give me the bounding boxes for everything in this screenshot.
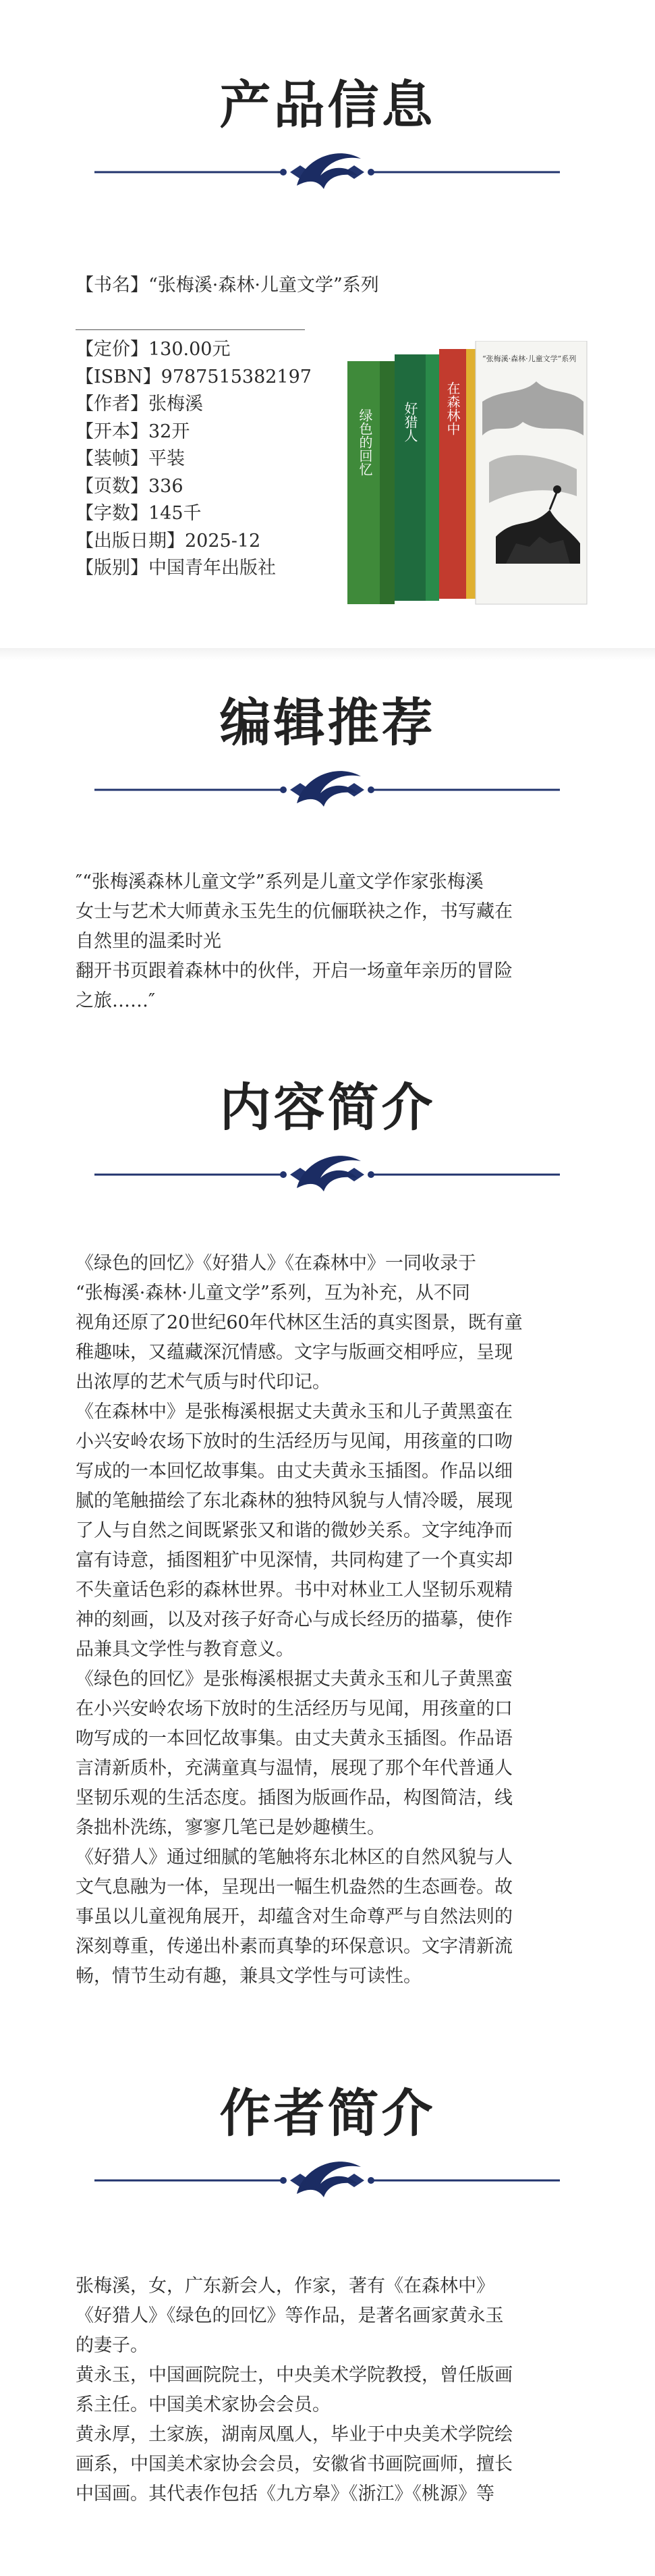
author-text <box>76 2272 581 2509</box>
info-row-isbn <box>76 364 312 392</box>
content-line: 吻写成的一本回忆故事集。由丈夫黄永玉插图。作品语 <box>76 1728 513 1749</box>
editor-line: ″“张梅溪森林儿童文学”系列是儿童文学作家张梅溪 <box>76 871 484 892</box>
ornament-divider-2 <box>94 756 560 824</box>
content-line: 条拙朴洗练，寥寥几笔已是妙趣横生。 <box>76 1817 385 1838</box>
content-line: 写成的一本回忆故事集。由丈夫黄永玉插图。作品以细 <box>76 1461 513 1482</box>
info-label: 【定价】 <box>76 339 148 360</box>
content-line: 小兴安岭农场下放时的生活经历与见闻，用孩童的口吻 <box>76 1431 513 1452</box>
content-line: 畅，情节生动有趣，兼具文学性与可读性。 <box>76 1966 422 1987</box>
editor-line: 自然里的温柔时光 <box>76 931 221 952</box>
info-value: 张梅溪 <box>148 394 203 414</box>
info-row-date <box>76 528 312 556</box>
series-value: “张梅溪·森林·儿童文学”系列 <box>148 275 379 296</box>
author-line: 张梅溪，女，广东新会人，作家，著有《在森林中》 <box>76 2276 494 2297</box>
series-line <box>76 270 379 296</box>
info-divider <box>76 329 305 330</box>
content-line: 出浓厚的艺术气质与时代印记。 <box>76 1372 331 1393</box>
author-line: 的妻子。 <box>76 2335 148 2356</box>
ornament-divider-1 <box>94 138 560 206</box>
info-label: 【ISBN】 <box>76 366 161 387</box>
info-value: 32开 <box>148 421 190 442</box>
content-line: 《好猎人》通过细腻的笔触将东北林区的自然风貌与人 <box>76 1847 513 1868</box>
content-line: 在小兴安岭农场下放时的生活经历与见闻，用孩童的口 <box>76 1698 513 1719</box>
info-value: 9787515382197 <box>161 366 312 387</box>
content-line: 了人与自然之间既紧张又和谐的微妙关系。文字纯净而 <box>76 1520 513 1541</box>
info-row-binding <box>76 446 312 473</box>
series-label: 【书名】 <box>76 275 148 296</box>
info-label: 【页数】 <box>76 475 148 497</box>
content-line: 《在森林中》是张梅溪根据丈夫黄永玉和儿子黄黑蛮在 <box>76 1401 513 1422</box>
content-line: 视角还原了20世纪60年代林区生活的真实图景，既有童 <box>76 1312 523 1333</box>
content-line: 品兼具文学性与教育意义。 <box>76 1639 294 1660</box>
content-line: 《绿色的回忆》《好猎人》《在森林中》一同收录于 <box>76 1253 476 1274</box>
content-line: 《绿色的回忆》是张梅溪根据丈夫黄永玉和儿子黄黑蛮 <box>76 1669 513 1690</box>
editor-line: 翻开书页跟着森林中的伙伴，开启一场童年亲历的冒险 <box>76 961 513 982</box>
info-label: 【出版日期】 <box>76 530 185 552</box>
content-line: 言清新质朴，充满童真与温情，展现了那个年代普通人 <box>76 1758 513 1779</box>
info-label: 【作者】 <box>76 394 148 414</box>
info-row-format <box>76 419 312 446</box>
content-line: 富有诗意，插图粗犷中见深情，共同构建了一个真实却 <box>76 1550 513 1571</box>
author-line: 中国画。其代表作包括《九方皋》《浙江》《桃源》等 <box>76 2484 494 2504</box>
info-label: 【字数】 <box>76 503 148 524</box>
author-line: 黄永厚，土家族，湖南凤凰人，毕业于中央美术学院绘 <box>76 2424 513 2445</box>
author-line: 黄永玉，中国画院院士，中央美术学院教授，曾任版画 <box>76 2365 513 2386</box>
product-section-title: 产品信息 <box>219 75 436 135</box>
book-spine-1: 绿色的回忆 <box>357 408 373 476</box>
info-row-author <box>76 391 312 419</box>
content-line: “张梅溪·森林·儿童文学”系列，互为补充，从不同 <box>76 1283 470 1304</box>
info-value: 2025-12 <box>185 530 261 552</box>
book-spine-2: 好猎人 <box>402 402 418 442</box>
book-spine-3: 在森林中 <box>445 381 461 435</box>
editor-line: 女士与艺术大师黄永玉先生的伉俪联袂之作，书写藏在 <box>76 901 513 922</box>
info-value: 平装 <box>148 448 185 469</box>
info-label: 【版别】 <box>76 558 148 579</box>
content-section-title: 内容简介 <box>219 1077 436 1137</box>
info-value: 145千 <box>148 503 202 524</box>
editor-text <box>76 867 581 1016</box>
ornament-divider-3 <box>94 1141 560 1208</box>
content-line: 坚韧乐观的生活态度。插图为版画作品，构图简洁，线 <box>76 1788 513 1808</box>
author-line: 系主任。中国美术家协会会员。 <box>76 2394 331 2415</box>
author-section-title: 作者简介 <box>219 2083 436 2143</box>
cover-banner: “张梅溪·森林·儿童文学”系列 <box>482 354 577 363</box>
info-value: 336 <box>148 475 183 497</box>
info-row-price <box>76 336 312 364</box>
content-line: 神的刻画，以及对孩子好奇心与成长经历的描摹，使作 <box>76 1609 513 1630</box>
ornament-divider-4 <box>94 2147 560 2214</box>
author-line: 画系，中国美术家协会会员，安徽省书画院画师，擅长 <box>76 2454 513 2475</box>
content-line: 深刻尊重，传递出朴素而真挚的环保意识。文字清新流 <box>76 1936 513 1957</box>
info-row-publisher <box>76 555 312 583</box>
book-set-image <box>347 341 590 611</box>
editor-line: 之旅……″ <box>76 990 156 1011</box>
editor-section-title: 编辑推荐 <box>219 693 436 753</box>
content-line: 腻的笔触描绘了东北森林的独特风貌与人情冷暖，展现 <box>76 1491 513 1511</box>
content-line: 事虽以儿童视角展开，却蕴含对生命尊严与自然法则的 <box>76 1906 513 1927</box>
author-line: 《好猎人》《绿色的回忆》等作品，是著名画家黄永玉 <box>76 2305 504 2326</box>
info-label: 【装帧】 <box>76 448 148 469</box>
info-value: 130.00元 <box>148 339 231 360</box>
info-row-words <box>76 500 312 528</box>
content-text <box>76 1249 581 1991</box>
info-label: 【开本】 <box>76 421 148 442</box>
section-separator <box>0 648 655 660</box>
info-row-pages <box>76 473 312 501</box>
content-line: 不失童话色彩的森林世界。书中对林业工人坚韧乐观精 <box>76 1580 513 1601</box>
content-line: 稚趣味，又蕴藏深沉情感。文字与版画交相呼应，呈现 <box>76 1342 513 1363</box>
info-value: 中国青年出版社 <box>148 558 276 579</box>
info-list <box>76 336 312 583</box>
content-line: 文气息融为一体，呈现出一幅生机盎然的生态画卷。故 <box>76 1877 513 1898</box>
